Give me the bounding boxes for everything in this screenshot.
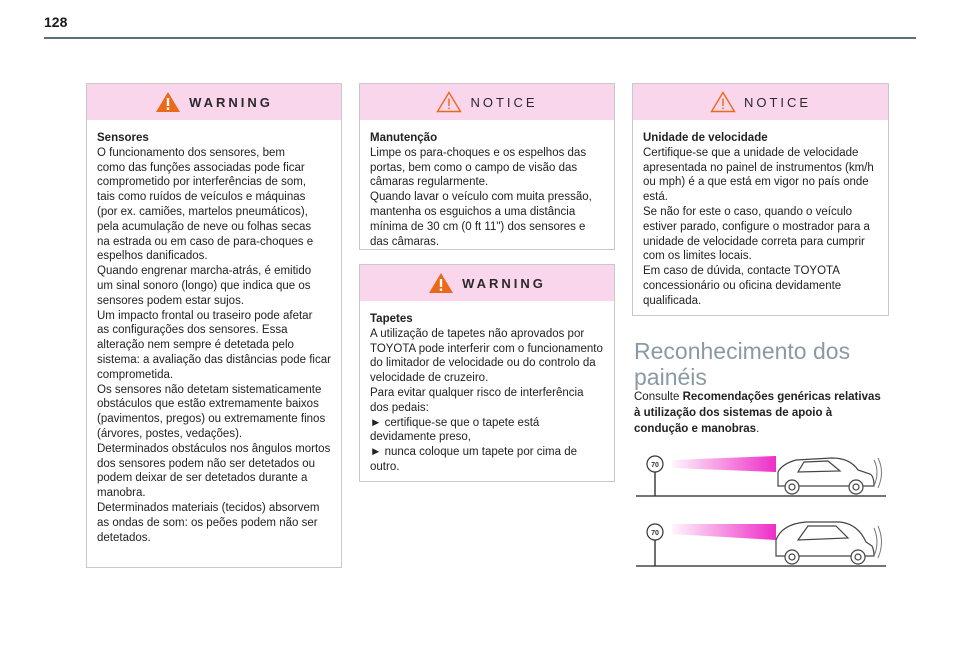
notice-box-header [633,84,888,120]
notice-box-speed-unit [632,83,889,316]
warning-box-sensors [86,83,342,568]
warning-box-body [87,120,341,553]
notice-text-line: ou mph) é a que está em vigor no país onde [643,176,869,189]
section-title [634,338,850,390]
warning-triangle-icon [155,91,181,113]
header-divider [44,37,916,39]
notice-text-line: estiver parado, configure o mostrador para a [643,220,870,233]
warning-text-line: comprometido por interferências de som, [97,176,307,189]
warning-header-label: WARNING [462,275,546,291]
warning-box-body [360,301,614,483]
warning-triangle-outline-icon [436,91,462,113]
notice-text-line: apresentada no painel de instrumentos (km/h [643,161,874,174]
warning-box-header [87,84,341,120]
warning-text-line: (por ex. camiões, martelos pneumáticos), [97,205,308,218]
warning-text-line: O funcionamento dos sensores, bem [97,146,285,159]
warning-text-line: podem deixar de ser detetados durante a [97,472,308,485]
consult-link-part-1: Recomendações genéricas relativas [682,391,881,403]
notice-box-maintenance [359,83,615,250]
warning-text-line: Determinados materiais (tecidos) absorvem [97,501,320,514]
speed-sign-value: 70 [651,530,659,537]
consult-line-2 [634,405,881,421]
warning-text-line: TOYOTA pode interferir com o funcionamento [370,342,603,355]
warning-text-line: comprometida. [97,368,174,381]
speed-sign-value: 70 [651,462,659,469]
consult-prefix: Consulte [634,391,683,403]
notice-text-line: portas, bem como o campo de visão das [370,161,578,174]
warning-text-line: A utilização de tapetes não aprovados por [370,327,585,340]
notice-text-line: Certifique-se que a unidade de velocidade [643,146,859,159]
notice-subtitle: Unidade de velocidade [643,132,768,144]
page-number: 128 [44,14,68,30]
warning-box-header [360,265,614,301]
warning-text-line: Determinados obstáculos nos ângulos mortos [97,442,331,455]
warning-text-line: devidamente preso, [370,431,472,444]
section-title-line-2: painéis [634,364,707,390]
warning-text-line: Um impacto frontal ou traseiro pode afetar [97,309,313,322]
consult-paragraph [634,389,881,437]
warning-text-line: como das funções associadas pode ficar [97,161,305,174]
warning-text-line: as ondas de som: os peões podem não ser [97,516,318,529]
warning-text-line: tais como ruídos de veículos e máquinas [97,191,306,204]
warning-text-line: dos sensores podem não ser detetados ou [97,457,316,470]
warning-text-line: dos pedais: [370,401,429,414]
warning-header-label: WARNING [189,94,273,110]
notice-text-line: mínima de 30 cm (0 ft 11") dos sensores e [370,220,586,233]
warning-box-mats [359,264,615,482]
notice-text-line: está. [643,191,668,204]
warning-text-line: detetados. [97,531,151,544]
consult-line-3 [634,421,881,437]
warning-subtitle: Sensores [97,132,149,144]
notice-text-line: Limpe os para-choques e os espelhos das [370,146,587,159]
notice-subtitle: Manutenção [370,132,438,144]
notice-header-label: NOTICE [743,94,812,110]
notice-header-label: NOTICE [470,94,538,110]
car-icon [778,458,874,494]
warning-text-line: as configurações dos sensores. Essa [97,324,288,337]
consult-link-part-3: condução e manobras [634,423,757,435]
notice-box-body [633,120,888,317]
speed-sign-car-illustration-1 [636,440,886,498]
warning-text-line: ► certifique-se que o tapete está [370,416,540,429]
notice-text-line: das câmaras. [370,235,440,248]
notice-text-line: unidade de velocidade correta para cumprir [643,235,865,248]
consult-link-part-2: à utilização dos sistemas de apoio à [634,407,833,419]
consult-suffix: . [756,423,760,435]
notice-text-line: concessionário ou oficina devidamente [643,279,842,292]
notice-box-header [360,84,614,120]
warning-triangle-outline-icon [710,91,736,113]
notice-text-line: Se não for este o caso, quando o veículo [643,205,853,218]
notice-box-body [360,120,614,257]
warning-text-line: ► nunca coloque um tapete por cima de [370,446,578,459]
warning-text-line: Quando engrenar marcha-atrás, é emitido [97,265,312,278]
warning-text-line: sensores podem estar sujos. [97,294,245,307]
warning-triangle-icon [428,272,454,294]
warning-text-line: velocidade de cruzeiro. [370,372,489,385]
warning-subtitle: Tapetes [370,313,413,325]
warning-text-line: outro. [370,460,400,473]
notice-text-line: com os limites locais. [643,250,752,263]
warning-text-line: um sinal sonoro (longo) que indica que os [97,279,311,292]
warning-text-line: alteração nem sempre é detetada pelo [97,339,294,352]
notice-text-line: câmaras regularmente. [370,176,489,189]
speed-sign-car-illustration-2 [636,510,886,568]
car-icon [776,522,874,564]
warning-text-line: Os sensores não detetam sistematicamente [97,383,322,396]
notice-text-line: mantenha os esguichos a uma distância [370,205,576,218]
warning-text-line: na estrada ou em caso de para-choques e [97,235,314,248]
warning-text-line: obstáculos que estão extremamente baixos [97,398,319,411]
notice-text-line: qualificada. [643,294,702,307]
notice-text-line: Em caso de dúvida, contacte TOYOTA [643,265,840,278]
warning-text-line: manobra. [97,487,146,500]
warning-text-line: sistema: a avaliação das distâncias pode ficar [97,353,331,366]
warning-text-line: pela acumulação de neve ou folhas secas [97,220,312,233]
warning-text-line: espelhos danificados. [97,250,208,263]
notice-text-line: Quando lavar o veículo com muita pressão, [370,191,592,204]
warning-text-line: do limitador de velocidade ou do controlo da [370,357,596,370]
warning-text-line: (pavimentos, pregos) ou extremamente finos [97,413,326,426]
warning-text-line: (árvores, postes, vedações). [97,427,243,440]
section-title-line-1: Reconhecimento dos [634,338,851,364]
warning-text-line: Para evitar qualquer risco de interferência [370,386,584,399]
consult-line-1 [634,389,881,405]
